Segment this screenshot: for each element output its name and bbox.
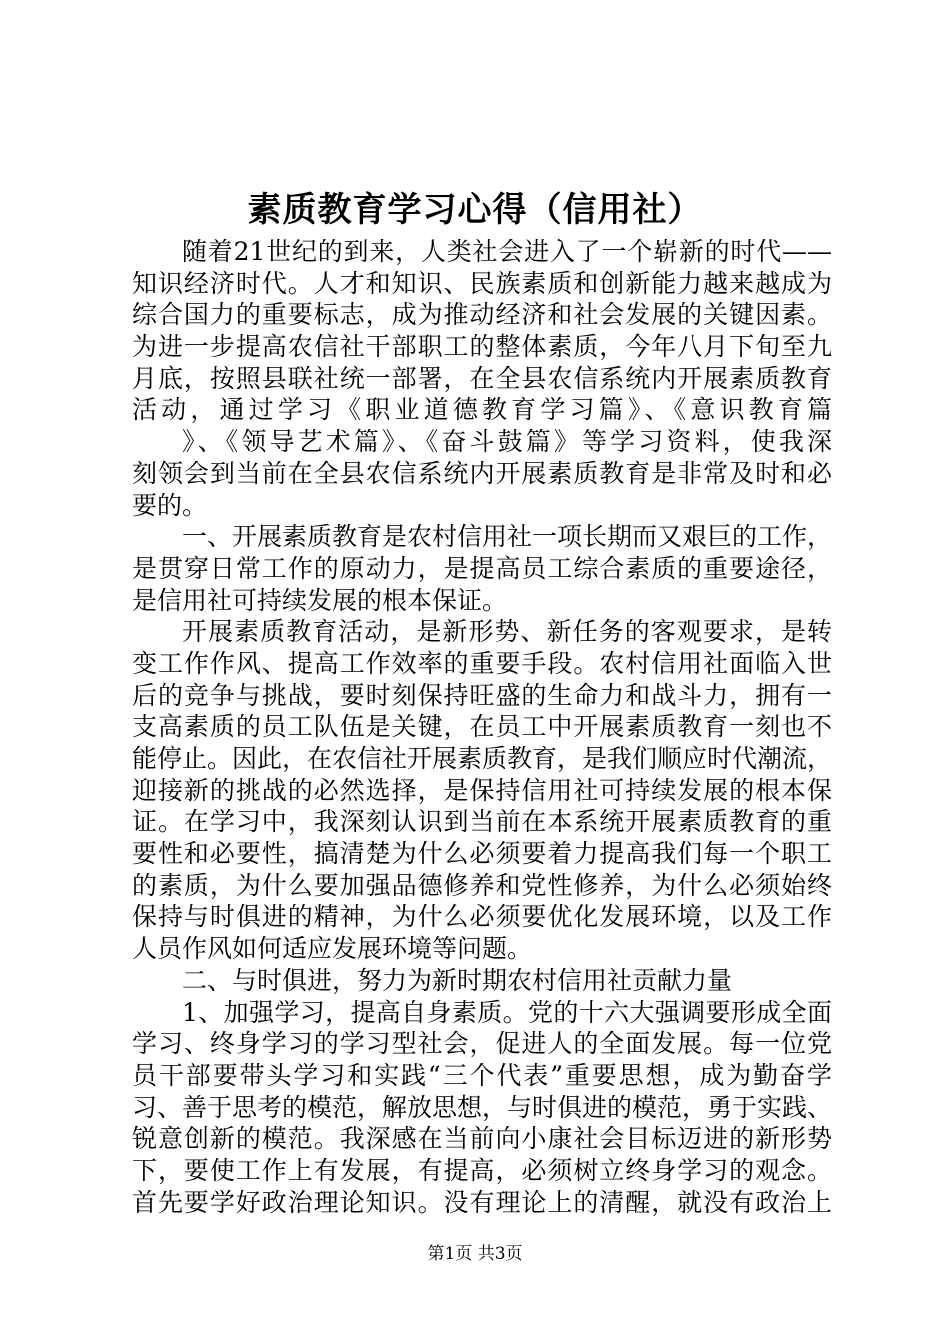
document-body [132,236,832,1218]
text-line: 迎接新的挑战的必然选择，是保持信用社可持续发展的根本保 [132,775,832,805]
text-line: 学习、终身学习的学习型社会，促进人的全面发展。每一位党 [132,1029,832,1059]
text-line: 的素质，为什么要加强品德修养和党性修养，为什么必须始终 [132,870,832,900]
text-line: 开展素质教育活动，是新形势、新任务的客观要求，是转 [182,617,832,647]
text-line: 月底，按照县联社统一部署，在全县农信系统内开展素质教育 [132,363,832,393]
text-line: 下，要使工作上有发展，有提高，必须树立终身学习的观念。 [132,1155,832,1185]
page-footer: 第1页 共3页 [427,1244,523,1264]
text-line: 要的。 [132,490,208,520]
text-line: 是贯穿日常工作的原动力，是提高员工综合素质的重要途径， [132,553,832,583]
text-line: 为进一步提高农信社干部职工的整体素质，今年八月下旬至九 [132,332,832,362]
text-line: 知识经济时代。人才和知识、民族素质和创新能力越来越成为 [132,268,832,298]
text-line: 》、《领导艺术篇》、《奋斗鼓篇》等学习资料，使我深 [182,427,832,457]
text-line: 1、加强学习，提高自身素质。党的十六大强调要形成全面 [182,997,832,1027]
text-line: 变工作作风、提高工作效率的重要手段。农村信用社面临入世 [132,648,832,678]
text-line: 支高素质的员工队伍是关键，在员工中开展素质教育一刻也不 [132,712,832,742]
text-line: 是信用社可持续发展的根本保证。 [132,585,508,615]
text-line: 刻领会到当前在全县农信系统内开展素质教育是非常及时和必 [132,458,832,488]
text-line: 锐意创新的模范。我深感在当前向小康社会目标迈进的新形势 [132,1124,832,1154]
text-line: 首先要学好政治理论知识。没有理论上的清醒，就没有政治上 [132,1187,832,1217]
text-line: 员干部要带头学习和实践“三个代表”重要思想，成为勤奋学 [132,1060,832,1090]
section-heading: 二、与时俱进，努力为新时期农村信用社贡献力量 [182,965,733,995]
text-line: 要性和必要性，搞清楚为什么必须要着力提高我们每一个职工 [132,839,832,869]
text-line: 后的竞争与挑战，要时刻保持旺盛的生命力和战斗力，拥有一 [132,680,832,710]
section-heading: 一、开展素质教育是农村信用社一项长期而又艰巨的工作， [182,522,833,552]
text-line: 能停止。因此，在农信社开展素质教育，是我们顺应时代潮流， [132,744,833,773]
text-line: 随着21世纪的到来，人类社会进入了一个崭新的时代—— [182,237,832,266]
text-line: 习、善于思考的模范，解放思想，与时俱进的模范，勇于实践、 [132,1092,833,1122]
text-line: 人员作风如何适应发展环境等问题。 [132,934,533,964]
text-line: 活动，通过学习《职业道德教育学习篇》、《意识教育篇 [132,395,832,425]
text-line: 证。在学习中，我深刻认识到当前在本系统开展素质教育的重 [132,807,832,837]
text-line: 综合国力的重要标志，成为推动经济和社会发展的关键因素。 [132,300,832,330]
document-title: 素质教育学习心得（信用社） [247,190,703,230]
text-line: 保持与时俱进的精神，为什么必须要优化发展环境，以及工作 [132,902,832,932]
